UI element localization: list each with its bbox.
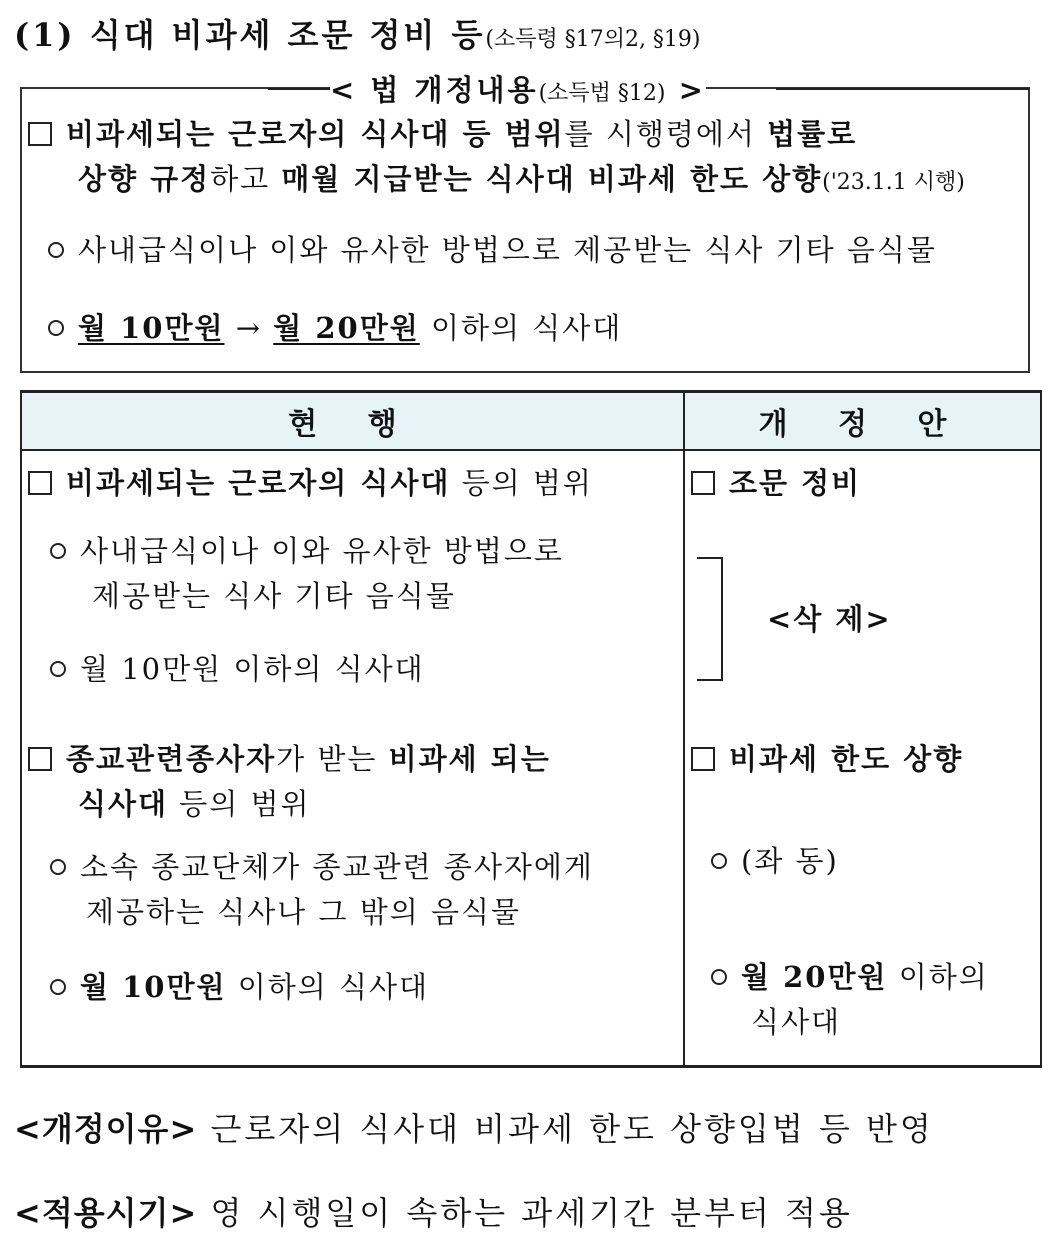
- current-item-meal-scope: 비과세되는 근로자의 식사대 등의 범위: [28, 461, 593, 506]
- right-bracket-icon: [697, 557, 723, 681]
- header-proposed: 개 정 안: [684, 392, 1041, 451]
- square-bullet-icon: [28, 747, 52, 771]
- square-bullet-icon: [691, 747, 715, 771]
- circle-bullet-icon: [711, 853, 727, 869]
- heading-rule-right: [776, 88, 1030, 90]
- circle-bullet-icon: [50, 661, 66, 677]
- application-timing: [14, 1188, 853, 1234]
- circle-bullet-icon: [48, 320, 64, 336]
- proposed-column: [684, 450, 1041, 1067]
- reason-label: <개정이유>: [14, 1110, 198, 1148]
- proposed-bullet-same-as-left: (좌 동): [711, 839, 839, 884]
- timing-text: 영 시행일이 속하는 과세기간 분부터 적용: [197, 1194, 853, 1232]
- reason-text: 근로자의 식사대 비과세 한도 상향입법 등 반영: [197, 1110, 934, 1148]
- square-bullet-icon: [691, 471, 715, 495]
- proposed-item-cleanup: 조문 정비: [691, 461, 861, 506]
- section-title: [14, 10, 701, 56]
- comparison-table: [20, 390, 1042, 1068]
- current-column: [21, 450, 684, 1067]
- law-amendment-summary: 비과세되는 근로자의 식사대 등 범위를 시행령에서 법률로 상향 규정하고 매월 지급받는 식사대 비과세 한도 상향('23.1.1 시행): [28, 112, 965, 205]
- law-amendment-heading: [0, 68, 1053, 112]
- current-item-meal-bullet-2: 월 10만원 이하의 식사대: [50, 647, 425, 692]
- circle-bullet-icon: [48, 242, 64, 258]
- section-title-ref: (소득령 §17의2, §19): [485, 27, 701, 52]
- current-item-religious-bullet-1: 소속 종교단체가 종교관련 종사자에게 제공하는 식사나 그 밖의 음식물: [50, 845, 594, 935]
- proposed-bullet-new-limit: 월 20만원 이하의 식사대: [711, 955, 989, 1045]
- section-title-main: (1) 식대 비과세 조문 정비 등: [14, 16, 486, 54]
- heading-rule-left: [268, 88, 330, 90]
- circle-bullet-icon: [50, 979, 66, 995]
- current-item-religious-bullet-2: 월 10만원 이하의 식사대: [50, 965, 429, 1010]
- circle-bullet-icon: [50, 543, 66, 559]
- law-amendment-bullet-1: 사내급식이나 이와 유사한 방법으로 제공받는 식사 기타 음식물: [48, 228, 937, 273]
- proposed-item-limit-raise: 비과세 한도 상향: [691, 737, 963, 782]
- law-amendment-heading-text: < 법 개정내용(소득법 §12) >: [330, 68, 706, 109]
- current-item-religious-scope: 종교관련종사자가 받는 비과세 되는 식사대 등의 범위: [28, 737, 551, 827]
- proposed-deleted: <삭 제>: [767, 602, 892, 636]
- amendment-reason: [14, 1104, 934, 1150]
- circle-bullet-icon: [50, 859, 66, 875]
- header-current: 현 행: [21, 392, 684, 451]
- law-amendment-bullet-2: 월 10만원 → 월 20만원 이하의 식사대: [48, 306, 622, 351]
- current-item-meal-bullet-1: 사내급식이나 이와 유사한 방법으로 제공받는 식사 기타 음식물: [50, 529, 564, 619]
- timing-label: <적용시기>: [14, 1194, 198, 1232]
- square-bullet-icon: [28, 471, 52, 495]
- circle-bullet-icon: [711, 969, 727, 985]
- square-bullet-icon: [28, 122, 52, 146]
